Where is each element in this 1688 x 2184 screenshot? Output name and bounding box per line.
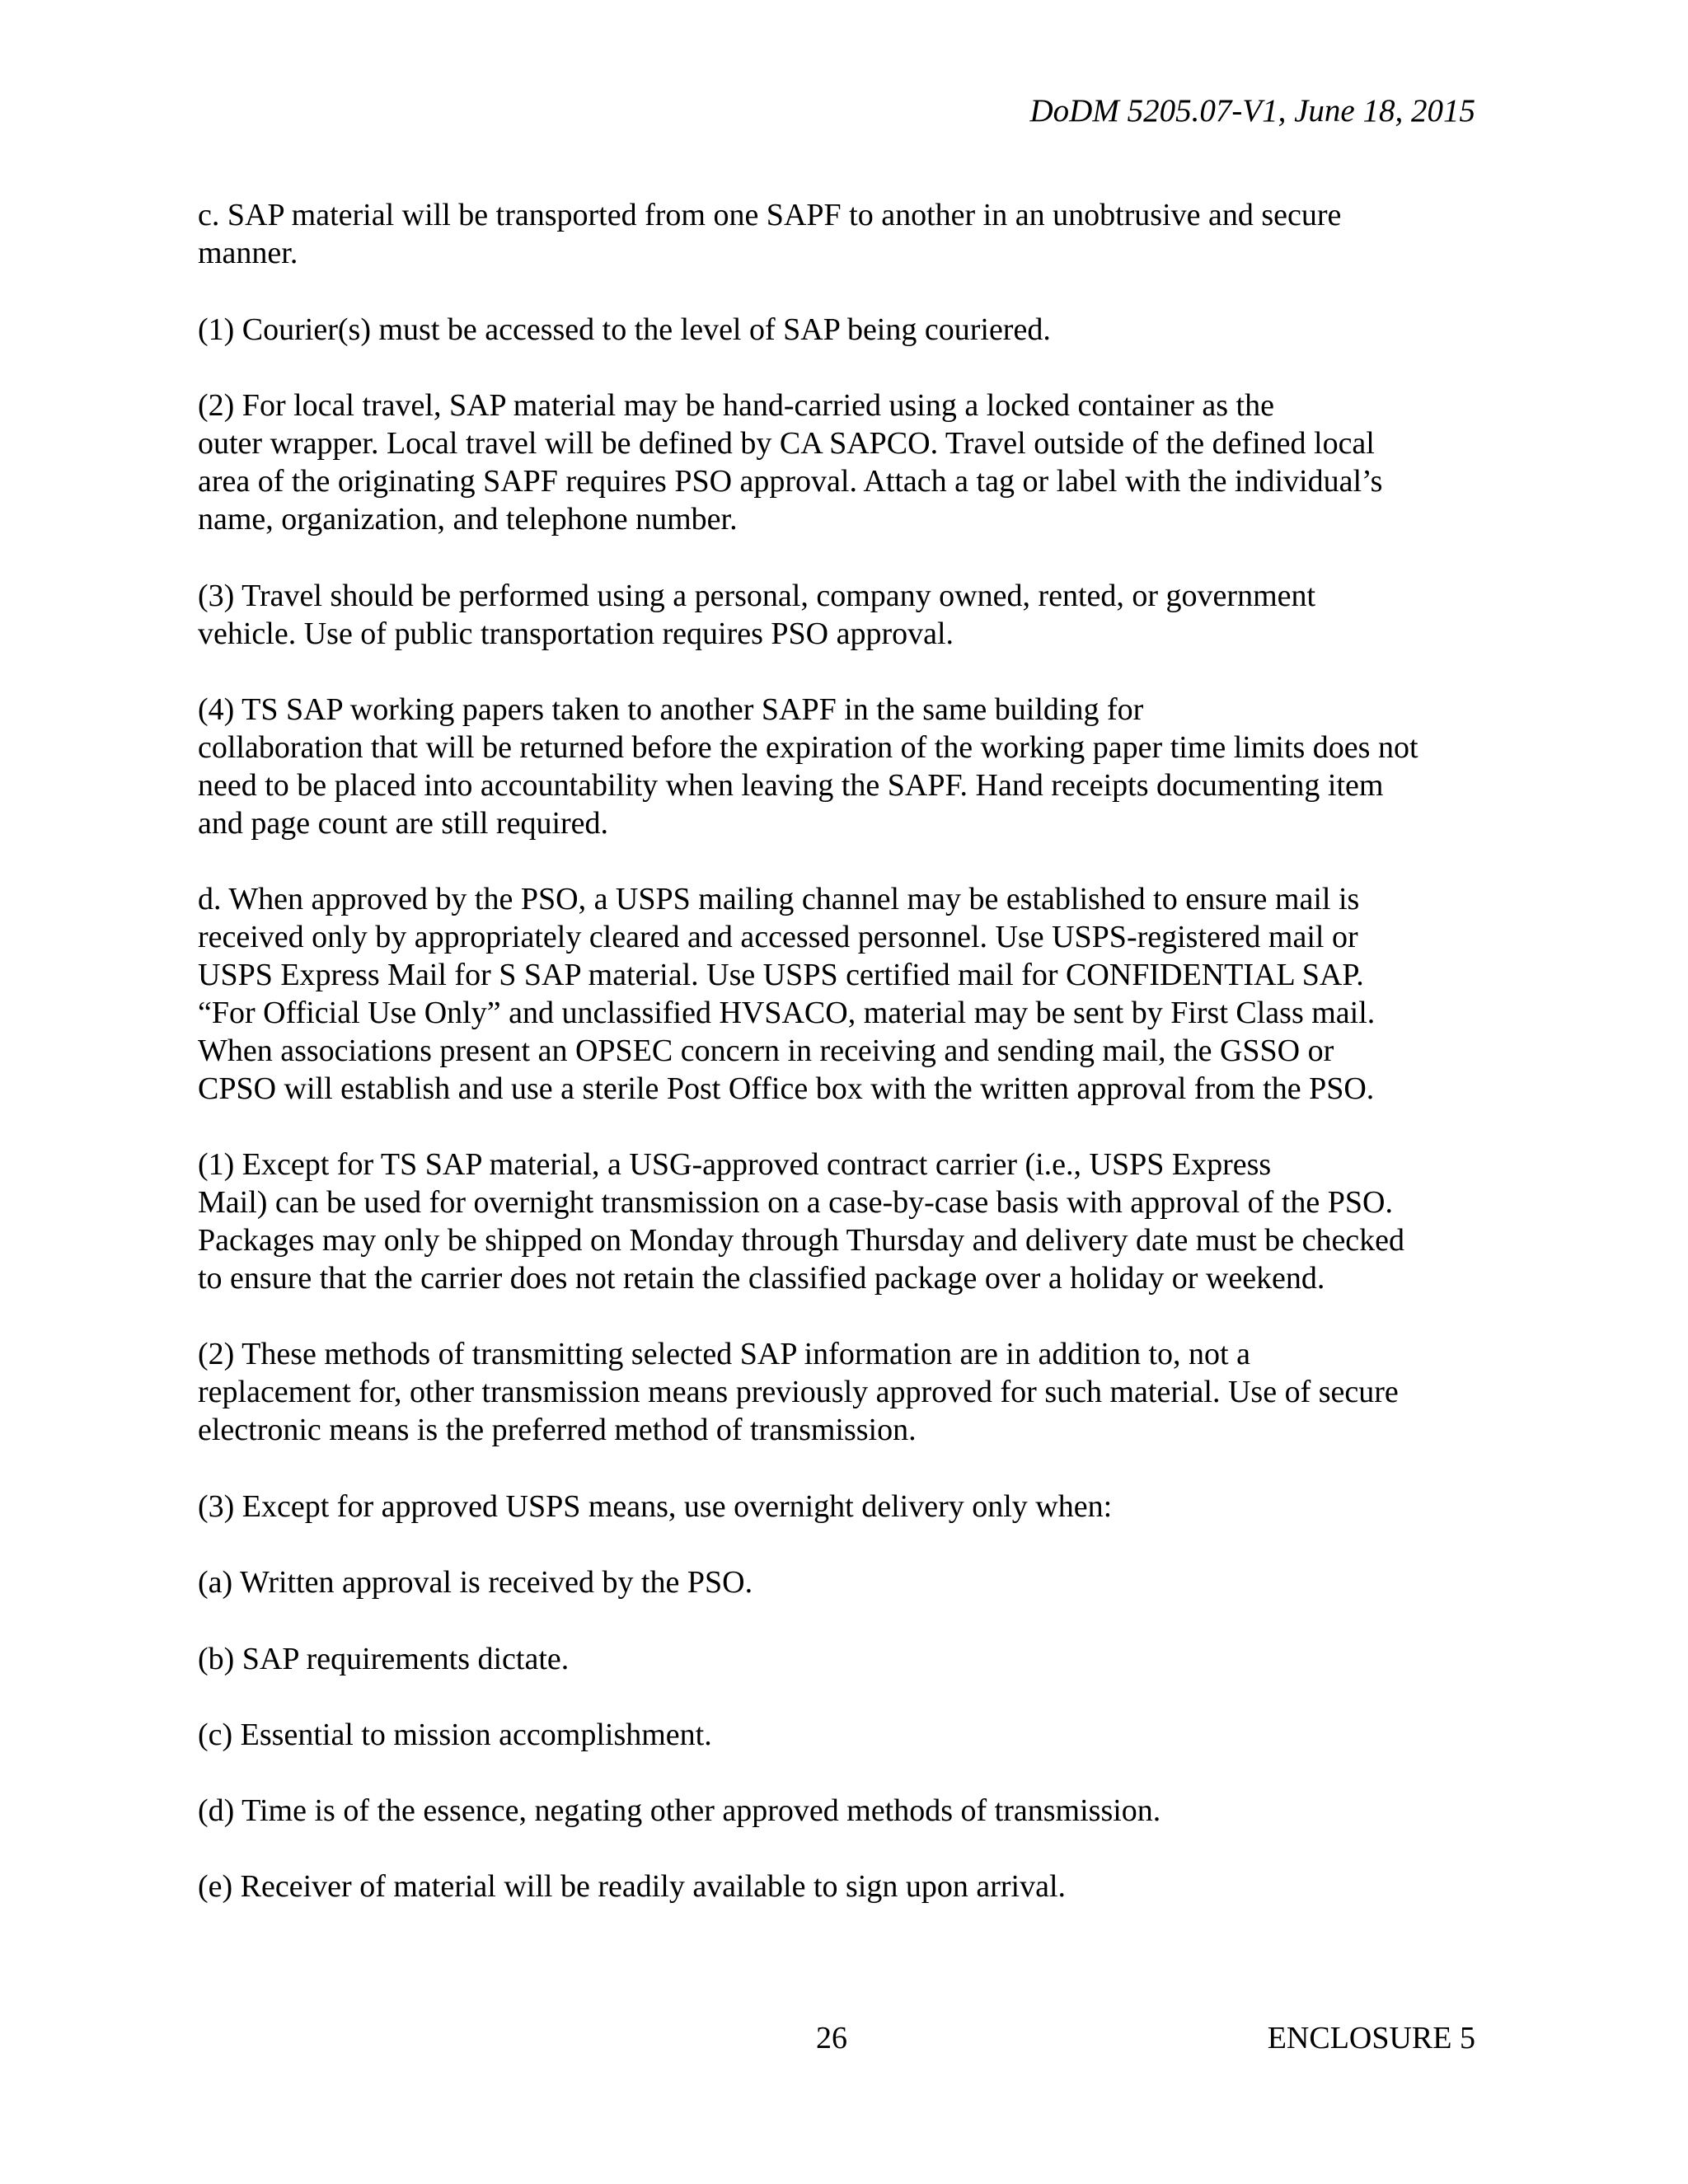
paragraph-d3c: (c) Essential to mission accomplishment.: [198, 1718, 712, 1752]
paragraph-d1: (1) Except for TS SAP material, a USG-approved contract carrier (i.e., USPS Express Mail) can be used for overnight transmission on a case-by-case basis with approval of the PSO. Packages may only be shipped on Monday through Thursday and delivery date must be checked to ensure that the carrier does not retain the classified package over a holiday or weekend.: [198, 1147, 1405, 1296]
paragraph-c2: (2) For local travel, SAP material may be hand-carried using a locked container as the outer wrapper. Local travel will be defined by CA SAPCO. Travel outside of the defined local area of the originating SAPF requires PSO approval. Attach a tag or label with the individual’s name, organization, and telephone number.: [198, 388, 1383, 537]
paragraph-c1: (1) Courier(s) must be accessed to the level of SAP being couriered.: [198, 312, 1051, 347]
paragraph-c: c. SAP material will be transported from one SAPF to another in an unobtrusive and secure manner.: [198, 198, 1342, 270]
enclosure-label: ENCLOSURE 5: [1267, 2021, 1475, 2055]
paragraph-d3d: (d) Time is of the essence, negating other approved methods of transmission.: [198, 1793, 1161, 1828]
paragraph-d3: (3) Except for approved USPS means, use overnight delivery only when:: [198, 1489, 1113, 1524]
paragraph-d3b: (b) SAP requirements dictate.: [198, 1642, 570, 1676]
paragraph-c3: (3) Travel should be performed using a personal, company owned, rented, or government vehicle. Use of public transportation requires PSO approval.: [198, 579, 1316, 651]
document-header: DoDM 5205.07-V1, June 18, 2015: [1029, 93, 1475, 129]
paragraph-d: d. When approved by the PSO, a USPS mailing channel may be established to ensure mail is received only by appropriately cleared and accessed personnel. Use USPS-registered mail or USPS Express Mail for S SAP material. Use USPS certified mail for CONFIDENTIAL SAP. “For Official Use Only” and unclassified HVSACO, material may be sent by First Class mail. When associations present an OPSEC concern in receiving and sending mail, the GSSO or CPSO will establish and use a sterile Post Office box with the written approval from the PSO.: [198, 882, 1376, 1106]
paragraph-d3e: (e) Receiver of material will be readily available to sign upon arrival.: [198, 1869, 1067, 1904]
paragraph-d3a: (a) Written approval is received by the PSO.: [198, 1565, 753, 1600]
page-number: 26: [816, 2021, 847, 2055]
paragraph-c4: (4) TS SAP working papers taken to another SAPF in the same building for collaboration that will be returned before the expiration of the working paper time limits does not need to be placed into accountability when leaving the SAPF. Hand receipts documenting item and page count are still required.: [198, 692, 1418, 841]
paragraph-d2: (2) These methods of transmitting selected SAP information are in addition to, not a replacement for, other transmission means previously approved for such material. Use of secure electronic means is the preferred method of transmission.: [198, 1337, 1399, 1447]
